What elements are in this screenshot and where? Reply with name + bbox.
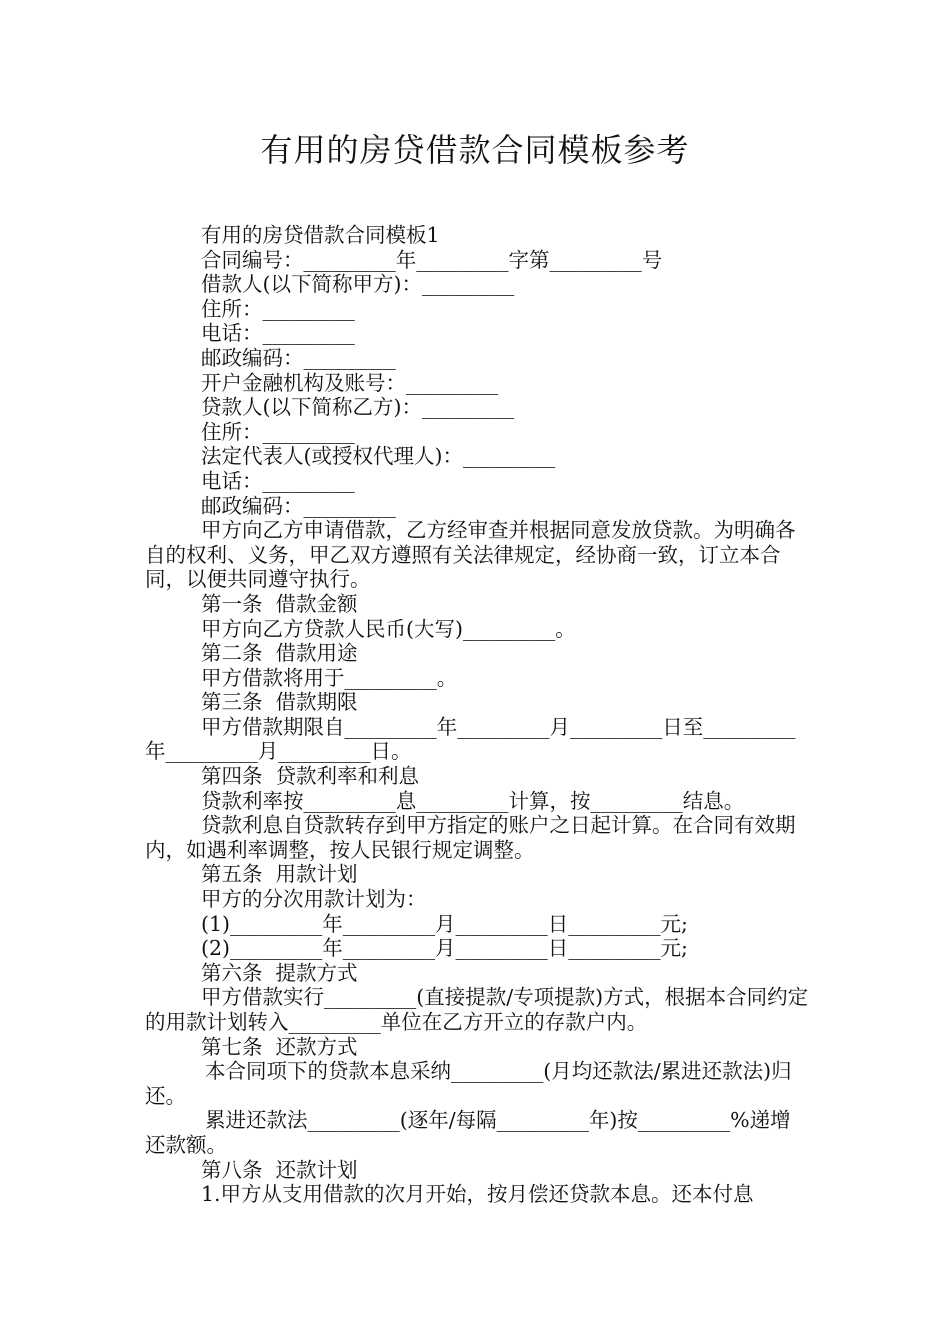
article-5-title: 第五条 用款计划 — [201, 862, 358, 887]
article-1-title: 第一条 借款金额 — [201, 591, 358, 616]
article-7-title: 第七条 还款方式 — [201, 1034, 358, 1059]
document-body — [145, 223, 810, 1207]
lender-postcode-line: 邮政编码：_________ — [201, 493, 396, 518]
borrower-line: 借款人(以下简称甲方)：_________ — [201, 272, 515, 297]
article-3-text: 甲方借款期限自_________年_________月_________日至_________年_________月_________日。 — [145, 714, 796, 764]
paragraph-apply: 甲方向乙方申请借款，乙方经审查并根据同意发放贷款。为明确各自的权利、义务，甲乙双方遵照有关法律规定，经协商一致，订立本合同，以便共同遵守执行。 — [145, 518, 796, 592]
article-5-item-1: (1)_________年_________月_________日_________元; — [201, 911, 688, 936]
bank-account-line: 开户金融机构及账号：_________ — [201, 370, 499, 395]
borrower-postcode-line: 邮政编码：_________ — [201, 345, 396, 370]
borrower-phone-line: 电话：_________ — [201, 321, 355, 346]
document-title: 有用的房贷借款合同模板参考 — [260, 131, 690, 169]
section-heading: 有用的房贷借款合同模板1 — [201, 223, 440, 247]
article-7-text-2: 累进还款法_________(逐年/每隔_________年)按_________%递增还款额。 — [145, 1108, 791, 1157]
article-8-title: 第八条 还款计划 — [201, 1157, 358, 1182]
article-7-text-1: 本合同项下的贷款本息采纳_________(月均还款法/累进还款法)归还。 — [145, 1059, 792, 1108]
contract-number-line: 合同编号：_________年_________字第_________号 — [201, 247, 663, 272]
article-4-title: 第四条 贷款利率和利息 — [201, 764, 420, 789]
article-6-title: 第六条 提款方式 — [201, 960, 358, 985]
article-5-text: 甲方的分次用款计划为： — [201, 887, 427, 912]
lender-phone-line: 电话：_________ — [201, 468, 355, 493]
article-4-text-2: 贷款利息自贷款转存到甲方指定的账户之日起计算。在合同有效期内，如遇利率调整，按人民银行规定调整。 — [145, 813, 796, 862]
legal-representative-line: 法定代表人(或授权代理人)：_________ — [201, 444, 556, 469]
lender-line: 贷款人(以下简称乙方)：_________ — [201, 395, 515, 420]
borrower-address-line: 住所：_________ — [201, 296, 355, 321]
article-6-text: 甲方借款实行_________(直接提款/专项提款)方式，根据本合同约定的用款计划转入_________单位在乙方开立的存款户内。 — [145, 985, 809, 1034]
article-5-item-2: (2)_________年_________月_________日_________元; — [201, 936, 688, 961]
article-2-title: 第二条 借款用途 — [201, 641, 358, 666]
lender-address-line: 住所：_________ — [201, 419, 355, 444]
article-1-text: 甲方向乙方贷款人民币(大写)_________。 — [201, 616, 576, 641]
article-2-text: 甲方借款将用于_________。 — [201, 665, 458, 690]
article-4-text-1: 贷款利率按_________息_________计算，按_________结息。 — [201, 788, 745, 813]
article-3-title: 第三条 借款期限 — [201, 690, 358, 715]
article-8-text-1: 1.甲方从支用借款的次月开始，按月偿还贷款本息。还本付息 — [201, 1182, 754, 1207]
